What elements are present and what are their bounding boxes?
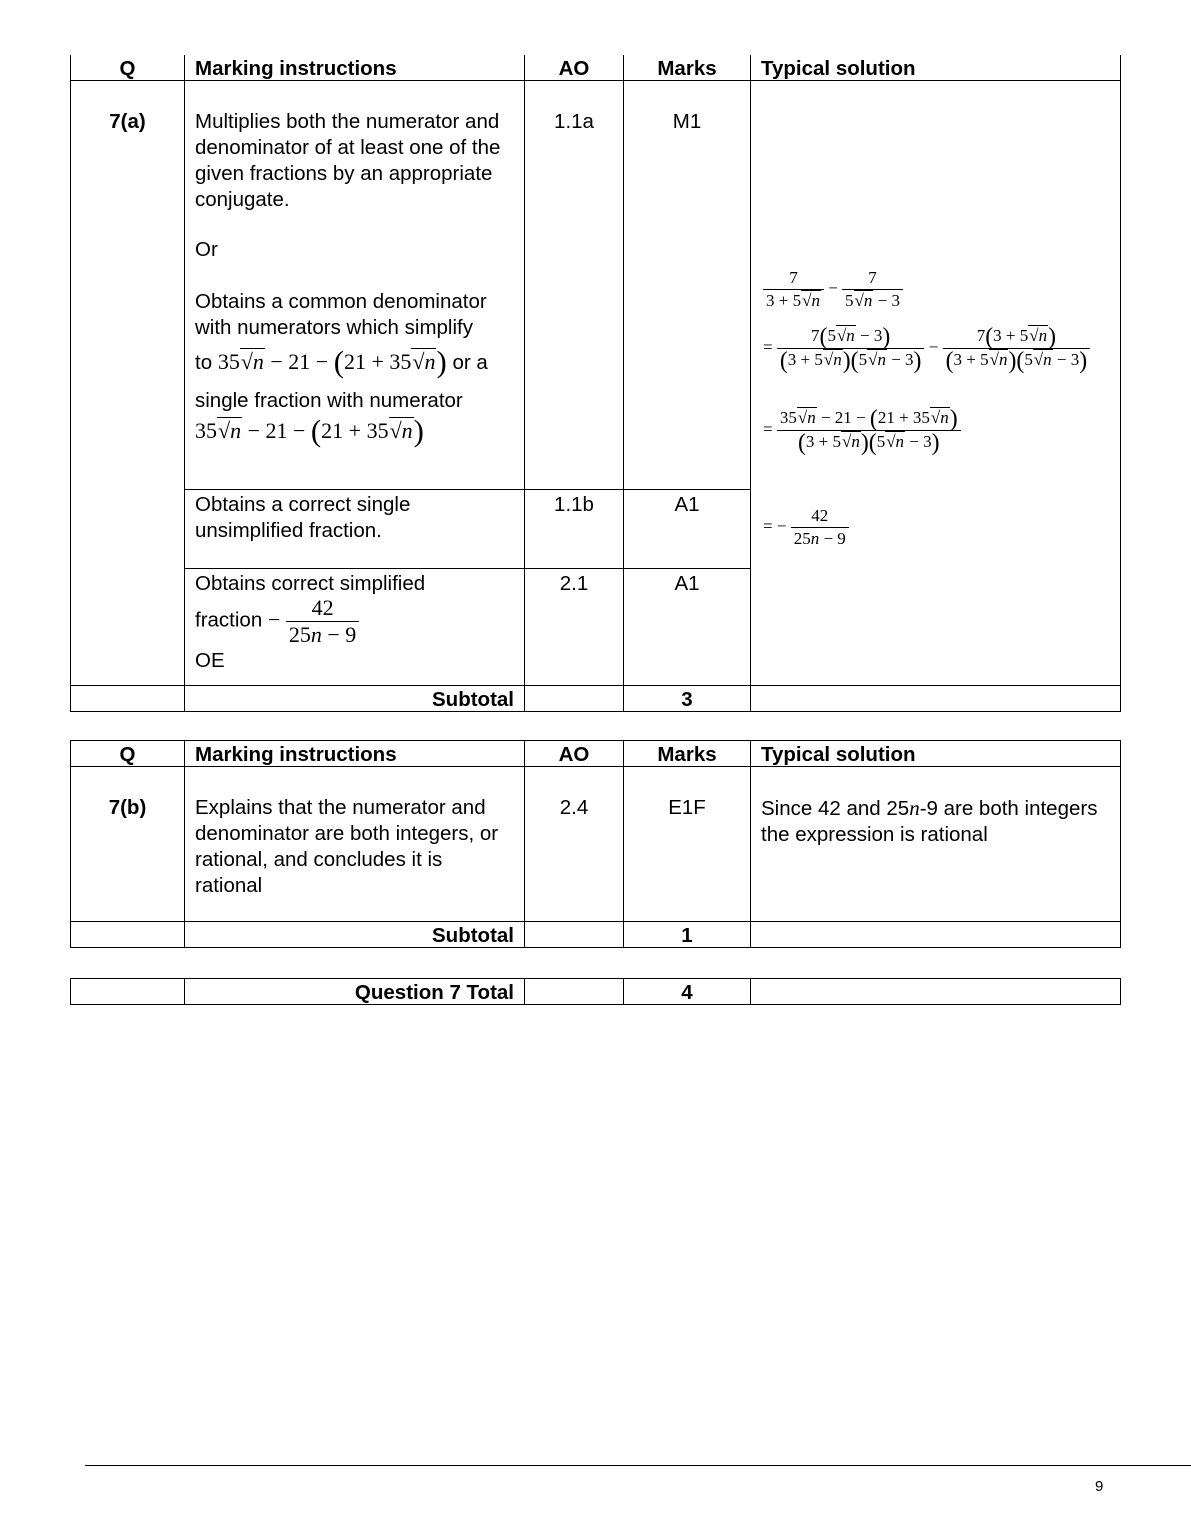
- header-row: [71, 741, 1121, 767]
- header-marking-instructions: Marking instructions: [185, 55, 525, 81]
- or-text: Or: [195, 238, 218, 261]
- question-number: 7(b): [71, 767, 185, 922]
- total-value: 4: [624, 979, 751, 1005]
- footer-rule: [85, 1465, 1191, 1466]
- mark-value: A1: [624, 569, 751, 686]
- solution-line-1: $\frac{7}{3 + 5√n}$ − $\frac{7}{5√n - 3}$: [763, 267, 903, 312]
- q7b-table: [70, 740, 1121, 948]
- mark-value: E1F: [624, 767, 751, 922]
- instruction-line: [195, 595, 514, 648]
- header-ao: AO: [525, 55, 624, 81]
- oe-text: OE: [195, 649, 225, 672]
- ao-value: 1.1b: [525, 490, 624, 569]
- typical-solution: [751, 81, 1121, 686]
- instruction-line: [195, 345, 514, 380]
- question-total-table: [70, 978, 1121, 1005]
- solution-line-3: = $\frac{35√n - 21 - (21 + 35√n)}{(3 + 5√n)(5√n - 3)}$: [763, 407, 961, 454]
- subtotal-row: [71, 922, 1121, 948]
- subtotal-label: Subtotal: [185, 686, 525, 712]
- ao-value: 2.1: [525, 569, 624, 686]
- solution-line-2: = $\frac{7(5√n - 3)}{(3 + 5√n)(5√n - 3)}$ − $\frac{7(3 + 5√n)}{(3 + 5√n)(5√n - 3)}$: [763, 325, 1090, 372]
- header-typical-solution: Typical solution: [751, 55, 1121, 81]
- total-row: [71, 979, 1121, 1005]
- marking-instruction: Explains that the numerator and denominator are both integers, or rational, and concludes it is rational: [185, 767, 525, 922]
- fraction-text: fraction: [195, 608, 263, 632]
- mark-value: M1: [624, 81, 751, 490]
- mark-value: A1: [624, 490, 751, 569]
- subtotal-value: 3: [624, 686, 751, 712]
- solution-line-4: = − $\frac{42}{25n - 9}$: [763, 505, 849, 550]
- header-marks: Marks: [624, 741, 751, 767]
- subtotal-value: 1: [624, 922, 751, 948]
- header-marking-instructions: Marking instructions: [185, 741, 525, 767]
- q7a-table: [70, 55, 1121, 712]
- header-typical-solution: Typical solution: [751, 741, 1121, 767]
- instruction-text: Obtains correct simplified: [195, 572, 426, 595]
- math-expression: − $\frac{42}{25n - 9}$: [268, 607, 359, 632]
- q7a-row-1: [71, 81, 1121, 490]
- typical-solution: Since 42 and 25n-9 are both integers the expression is rational: [751, 767, 1121, 922]
- subtotal-label: Subtotal: [185, 922, 525, 948]
- ao-value: 1.1a: [525, 81, 624, 490]
- marking-instruction: [185, 81, 525, 490]
- or-a-text: or a: [452, 351, 488, 374]
- to-text: to: [195, 351, 213, 374]
- q7b-row: [71, 767, 1121, 922]
- total-label: Question 7 Total: [185, 979, 525, 1005]
- question-number: 7(a): [71, 81, 185, 686]
- marking-instruction: Obtains a correct single unsimplified fraction.: [185, 490, 525, 569]
- instruction-text: Multiplies both the numerator and denominator of at least one of the given fractions by an appropriate conjugate.: [195, 110, 501, 211]
- instruction-text: single fraction with numerator: [195, 389, 463, 412]
- header-q: Q: [71, 55, 185, 81]
- page-number: 9: [1095, 1478, 1104, 1495]
- instruction-text: Obtains a common denominator with numerators which simplify: [195, 290, 487, 339]
- marking-instruction: [185, 569, 525, 686]
- header-row: [71, 55, 1121, 81]
- subtotal-row: [71, 686, 1121, 712]
- header-q: Q: [71, 741, 185, 767]
- math-expression: 35√n − 21 − (21 + 35√n): [195, 414, 424, 448]
- math-expression: 35√n − 21 − (21 + 35√n): [217, 345, 447, 379]
- header-ao: AO: [525, 741, 624, 767]
- header-marks: Marks: [624, 55, 751, 81]
- ao-value: 2.4: [525, 767, 624, 922]
